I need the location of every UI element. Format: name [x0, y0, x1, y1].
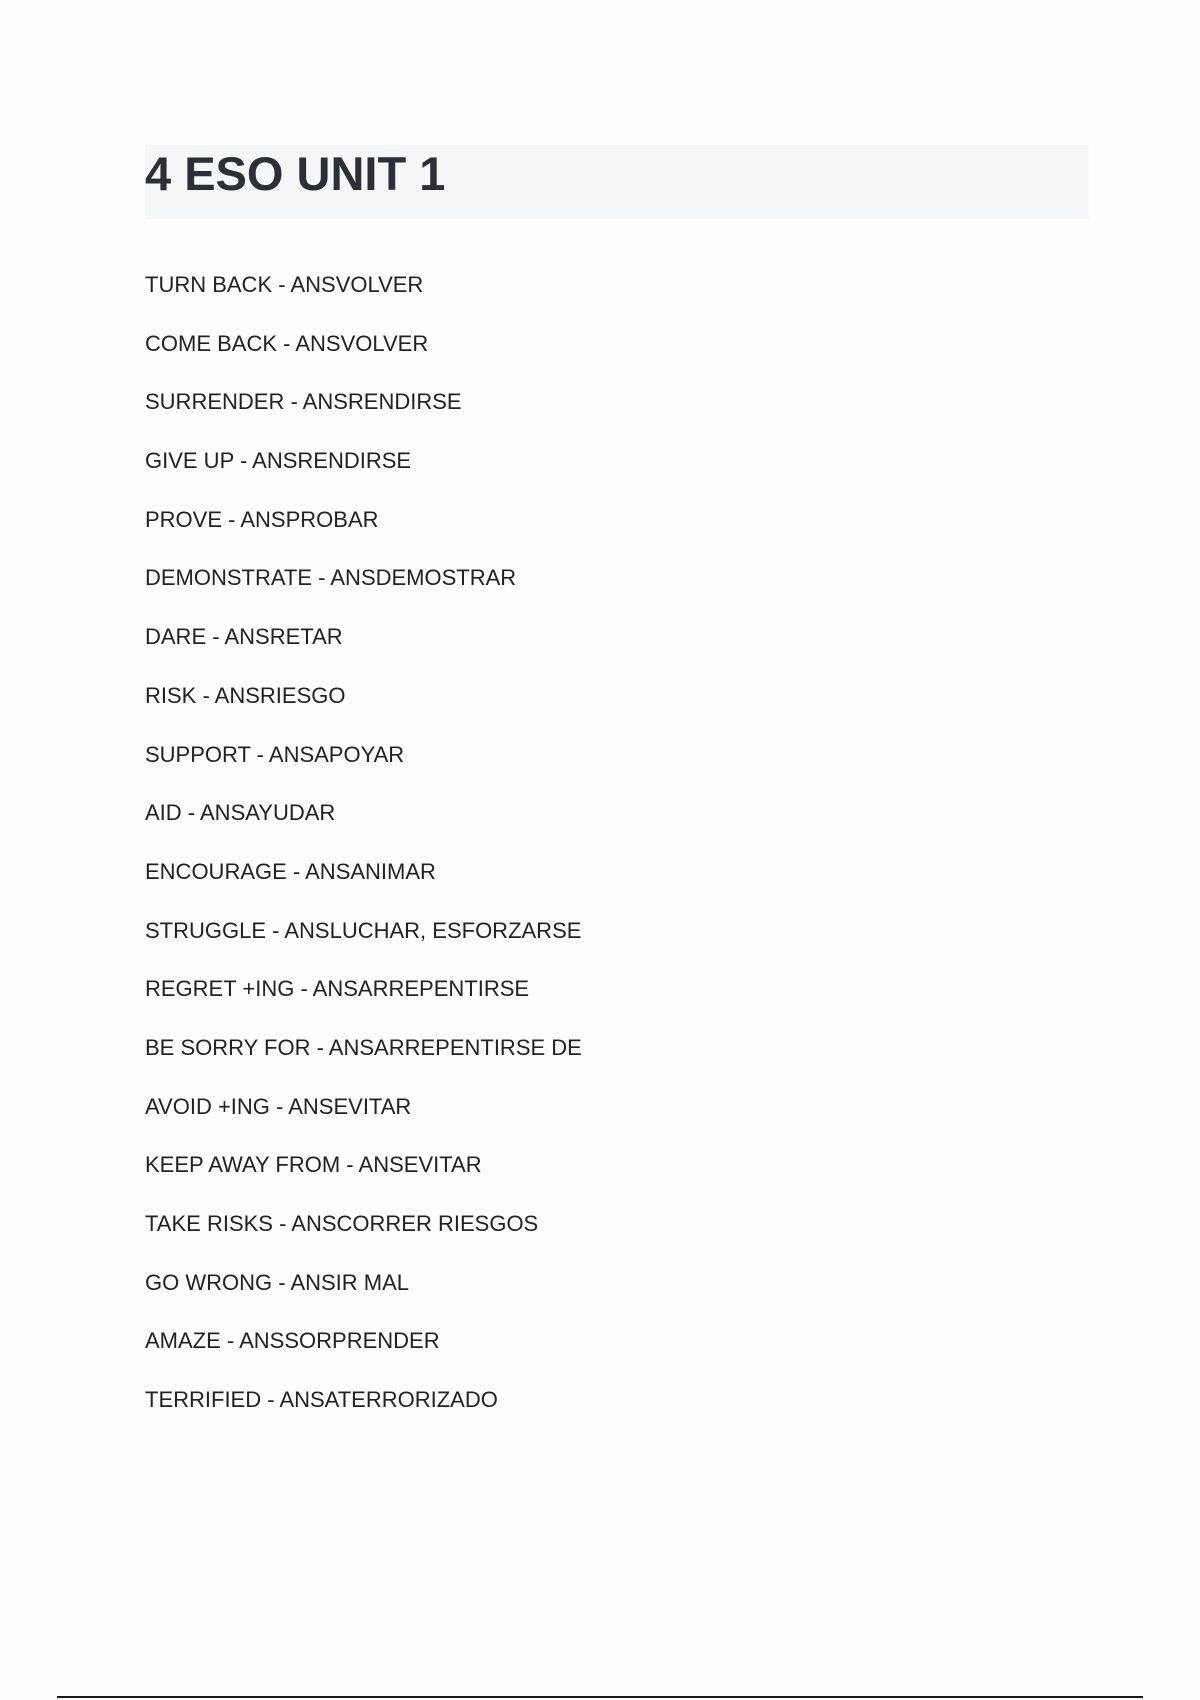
- bottom-divider: [57, 1696, 1143, 1698]
- vocabulary-item: DEMONSTRATE - ANSDEMOSTRAR: [145, 565, 517, 591]
- vocabulary-item: TURN BACK - ANSVOLVER: [145, 272, 424, 297]
- vocabulary-item: TAKE RISKS - ANSCORRER RIESGOS: [145, 1211, 539, 1236]
- vocabulary-item: KEEP AWAY FROM - ANSEVITAR: [145, 1152, 482, 1178]
- vocabulary-item: TERRIFIED - ANSATERRORIZADO: [145, 1387, 498, 1413]
- vocabulary-item: STRUGGLE - ANSLUCHAR, ESFORZARSE: [145, 917, 582, 943]
- vocabulary-item: RISK - ANSRIESGO: [145, 682, 346, 708]
- vocabulary-item: GO WRONG - ANSIR MAL: [145, 1269, 410, 1295]
- vocabulary-item: PROVE - ANSPROBAR: [145, 506, 379, 532]
- vocabulary-item: SURRENDER - ANSRENDIRSE: [145, 389, 462, 415]
- vocabulary-item: GIVE UP - ANSRENDIRSE: [145, 448, 412, 474]
- vocabulary-item: AVOID +ING - ANSEVITAR: [145, 1093, 412, 1119]
- vocabulary-item: DARE - ANSRETAR: [145, 624, 343, 650]
- vocabulary-item: REGRET +ING - ANSARREPENTIRSE: [145, 976, 530, 1002]
- vocabulary-list: [145, 272, 582, 1446]
- vocabulary-item: ENCOURAGE - ANSANIMAR: [145, 858, 436, 884]
- page-title: 4 ESO UNIT 1: [145, 147, 446, 200]
- vocabulary-item: BE SORRY FOR - ANSARREPENTIRSE DE: [145, 1034, 582, 1060]
- vocabulary-item: AMAZE - ANSSORPRENDER: [145, 1328, 440, 1354]
- vocabulary-item: AID - ANSAYUDAR: [145, 800, 336, 826]
- vocabulary-item: SUPPORT - ANSAPOYAR: [145, 741, 405, 767]
- vocabulary-item: COME BACK - ANSVOLVER: [145, 330, 429, 356]
